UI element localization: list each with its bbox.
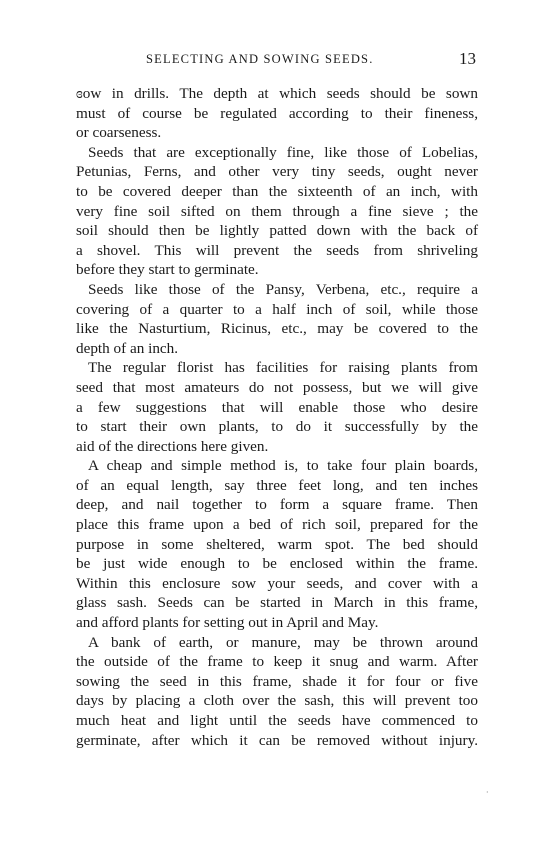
- text-line: or coarseness.: [76, 124, 162, 142]
- text-line: to start their own plants, to do it successfully by the: [76, 418, 478, 436]
- text-line: sowing the seed in this frame, shade it for four or five: [76, 672, 478, 690]
- text-line: like the Nasturtium, Ricinus, etc., may be covered to the: [76, 320, 478, 338]
- chapter-title: SELECTING AND SOWING SEEDS.: [146, 52, 374, 66]
- text-line: depth of an inch.: [76, 339, 179, 357]
- text-line: be just wide enough to be enclosed within the frame.: [76, 555, 478, 573]
- text-line: Within this enclosure sow your seeds, and cover with a: [76, 574, 478, 592]
- text-line: The regular florist has facilities for raising plants from: [88, 359, 478, 377]
- text-line: the outside of the frame to keep it snug and warm. After: [76, 653, 478, 671]
- text-line: soil should then be lightly patted down with the back of: [76, 222, 478, 240]
- text-line: Seeds like those of the Pansy, Verbena, etc., require a: [88, 280, 478, 298]
- text-line: to be covered deeper than the sixteenth of an inch, with: [76, 182, 478, 200]
- text-line: much heat and light until the seeds have commenced to: [76, 712, 478, 729]
- text-line: very fine soil sifted on them through a fine sieve ; the: [76, 202, 478, 220]
- text-line: and afford plants for setting out in April and May.: [76, 614, 379, 632]
- text-line: aid of the directions here given.: [76, 437, 269, 455]
- text-line: a few suggestions that will enable those who desire: [76, 398, 478, 416]
- text-line: deep, and nail together to form a square frame. Then: [76, 496, 478, 514]
- text-line: seed that most amateurs do not possess, but we will give: [76, 378, 478, 396]
- text-line: A bank of earth, or manure, may be thrown around: [88, 633, 478, 651]
- text-line: ɞow in drills. The depth at which seeds should be sown: [76, 85, 478, 102]
- text-line: place this frame upon a bed of rich soil, prepared for the: [76, 516, 478, 534]
- text-line: covering of a quarter to a half inch of soil, while those: [76, 300, 478, 318]
- text-line: purpose in some sheltered, warm spot. The bed should: [76, 535, 478, 553]
- text-line: Seeds that are exceptionally fine, like those of Lobelias,: [88, 143, 478, 161]
- text-line: glass sash. Seeds can be started in March in this frame,: [76, 594, 478, 612]
- text-line: Petunias, Ferns, and other very tiny seeds, ought never: [76, 163, 478, 181]
- page-body: [76, 84, 478, 750]
- text-line: of an equal length, say three feet long, and ten inches: [76, 476, 478, 494]
- text-line: days by placing a cloth over the sash, this will prevent too: [76, 692, 478, 710]
- text-line: a shovel. This will prevent the seeds from shriveling: [76, 241, 478, 259]
- text-line: before they start to germinate.: [76, 261, 259, 279]
- text-line: A cheap and simple method is, to take four plain boards,: [88, 457, 478, 475]
- text-line: germinate, after which it can be removed without injury.: [76, 731, 478, 749]
- text-line: must of course be regulated according to their fineness,: [76, 104, 478, 122]
- print-speck: ·: [486, 788, 489, 797]
- running-header: [76, 49, 476, 73]
- page-number: 13: [459, 49, 476, 68]
